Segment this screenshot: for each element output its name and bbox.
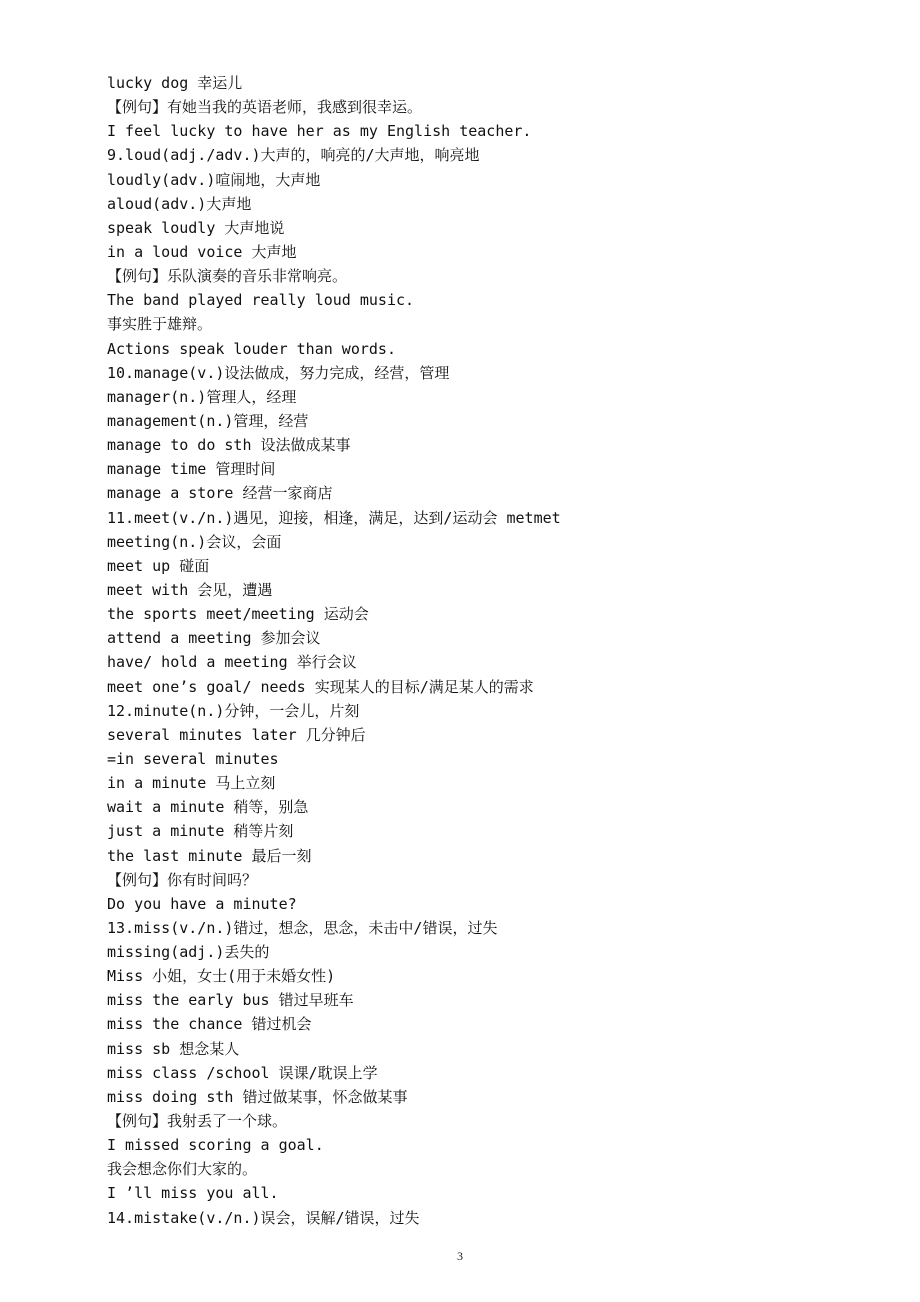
text-line: Miss 小姐，女士(用于未婚女性) — [107, 967, 336, 986]
text-line: lucky dog 幸运儿 — [107, 74, 243, 92]
text-line: I feel lucky to have her as my English teacher. — [107, 122, 532, 141]
text-line: I ’ll miss you all. — [107, 1184, 279, 1203]
text-line: meet with 会见，遭遇 — [107, 580, 273, 599]
text-line: 【例句】你有时间吗？ — [107, 870, 258, 889]
text-line: wait a minute 稍等，别急 — [107, 798, 309, 817]
text-line: manager(n.)管理人，经理 — [107, 387, 297, 406]
text-line: =in several minutes — [107, 749, 279, 768]
text-line: manage a store 经营一家商店 — [107, 484, 333, 503]
text-line: speak loudly 大声地说 — [107, 218, 285, 237]
text-line: 【例句】有她当我的英语老师，我感到很幸运。 — [107, 98, 423, 117]
text-line: miss the early bus 错过早班车 — [107, 991, 354, 1010]
text-line: 10.manage(v.)设法做成，努力完成，经营，管理 — [107, 363, 450, 382]
text-line: 13.miss(v./n.)错过，想念，思念，未击中/错误，过失 — [107, 918, 498, 937]
page-number: 3 — [457, 1249, 463, 1263]
text-line: have/ hold a meeting 举行会议 — [107, 653, 357, 672]
text-line: I missed scoring a goal. — [107, 1136, 324, 1155]
text-line: miss class /school 误课/耽误上学 — [107, 1063, 378, 1082]
text-line: Actions speak louder than words. — [107, 339, 396, 358]
text-line: 12.minute(n.)分钟，一会儿，片刻 — [107, 701, 360, 720]
text-line: 11.meet(v./n.)遇见，迎接，相逢，满足，达到/运动会 metmet — [107, 508, 561, 527]
text-line: loudly(adv.)喧闹地，大声地 — [107, 170, 321, 189]
text-line: attend a meeting 参加会议 — [107, 629, 321, 648]
text-line: meet one’s goal/ needs 实现某人的目标/满足某人的需求 — [107, 677, 534, 696]
text-line: 事实胜于雄辩。 — [107, 315, 213, 334]
text-line: missing(adj.)丢失的 — [107, 943, 270, 962]
text-line: miss the chance 错过机会 — [107, 1015, 312, 1034]
text-line: 我会想念你们大家的。 — [107, 1160, 258, 1179]
text-line: meeting(n.)会议，会面 — [107, 532, 282, 551]
text-line: 9.loud(adj./adv.)大声的，响亮的/大声地，响亮地 — [107, 146, 480, 165]
text-line: the last minute 最后一刻 — [107, 846, 312, 865]
text-line: miss doing sth 错过做某事，怀念做某事 — [107, 1087, 408, 1106]
text-line: miss sb 想念某人 — [107, 1039, 240, 1058]
text-line: 【例句】乐队演奏的音乐非常响亮。 — [107, 267, 348, 286]
vocabulary-notes — [107, 71, 827, 1230]
text-line: manage time 管理时间 — [107, 460, 276, 479]
text-line: the sports meet/meeting 运动会 — [107, 605, 369, 624]
text-line: just a minute 稍等片刻 — [107, 822, 294, 841]
text-line: aloud(adv.)大声地 — [107, 194, 252, 213]
text-line: Do you have a minute? — [107, 894, 297, 913]
text-line: 【例句】我射丢了一个球。 — [107, 1112, 288, 1131]
text-line: management(n.)管理，经营 — [107, 411, 309, 430]
text-line: several minutes later 几分钟后 — [107, 725, 366, 744]
text-line: meet up 碰面 — [107, 556, 210, 575]
text-line: manage to do sth 设法做成某事 — [107, 436, 351, 455]
text-line: The band played really loud music. — [107, 291, 415, 310]
text-line: in a minute 马上立刻 — [107, 774, 276, 793]
text-line: 14.mistake(v./n.)误会，误解/错误，过失 — [107, 1208, 420, 1227]
text-line: in a loud voice 大声地 — [107, 242, 297, 261]
